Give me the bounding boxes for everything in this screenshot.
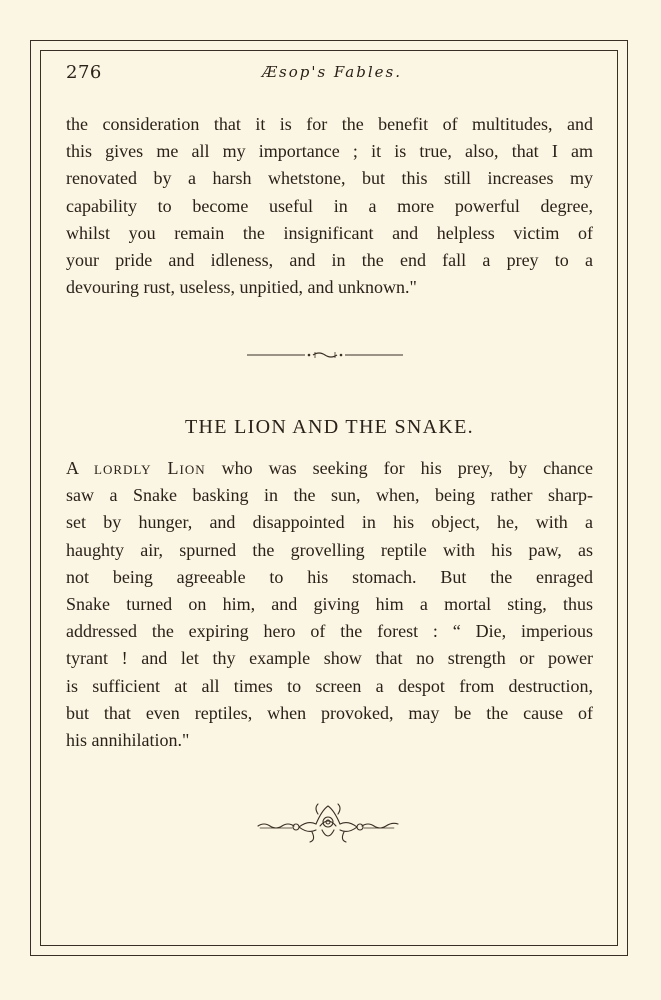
tailpiece-ornament	[256, 802, 400, 844]
smallcaps-word: lordly	[94, 458, 152, 478]
text-line: Snake turned on him, and giving him a mortal sting, thus	[66, 594, 593, 615]
text-line: addressed the expiring hero of the forest : “ Die, imperious	[66, 621, 593, 642]
paragraph-continuation	[66, 111, 593, 301]
text-line: but that even reptiles, when provoked, may be the cause of	[66, 702, 593, 723]
text-line: this gives me all my importance ; it is true, also, that I am	[66, 141, 593, 162]
text-line: saw a Snake basking in the sun, when, being rather sharp-	[66, 485, 593, 506]
section-divider-ornament	[247, 348, 403, 362]
first-line-text: who was seeking for his prey, by chance	[221, 458, 594, 478]
text-line: not being agreeable to his stomach. But the enraged	[66, 566, 593, 587]
story-title: THE LION AND THE SNAKE.	[185, 416, 474, 438]
page-number: 276	[66, 62, 102, 83]
first-word: A	[66, 458, 79, 478]
text-line: tyrant ! and let thy example show that no strength or power	[66, 648, 593, 669]
text-line: capability to become useful in a more powerful degree,	[66, 195, 593, 216]
text-line: whilst you remain the insignificant and helpless victim of	[66, 222, 593, 243]
text-line: renovated by a harsh whetstone, but this still increases my	[66, 168, 593, 189]
text-line: your pride and idleness, and in the end fall a prey to a	[66, 250, 593, 271]
running-head	[66, 62, 598, 88]
smallcaps-word: Lion	[167, 458, 206, 478]
text-line: is sufficient at all times to screen a despot from destruction,	[66, 675, 593, 696]
text-line: his annihilation."	[66, 730, 190, 751]
text-line: haughty air, spurned the grovelling reptile with his paw, as	[66, 539, 593, 560]
text-line: set by hunger, and disappointed in his object, he, with a	[66, 512, 593, 533]
text-line: devouring rust, useless, unpitied, and unknown."	[66, 277, 417, 298]
text-line	[66, 455, 593, 482]
running-title: Æsop's Fables.	[261, 63, 402, 81]
story-body	[66, 455, 593, 754]
text-line: the consideration that it is for the benefit of multitudes, and	[66, 114, 593, 134]
